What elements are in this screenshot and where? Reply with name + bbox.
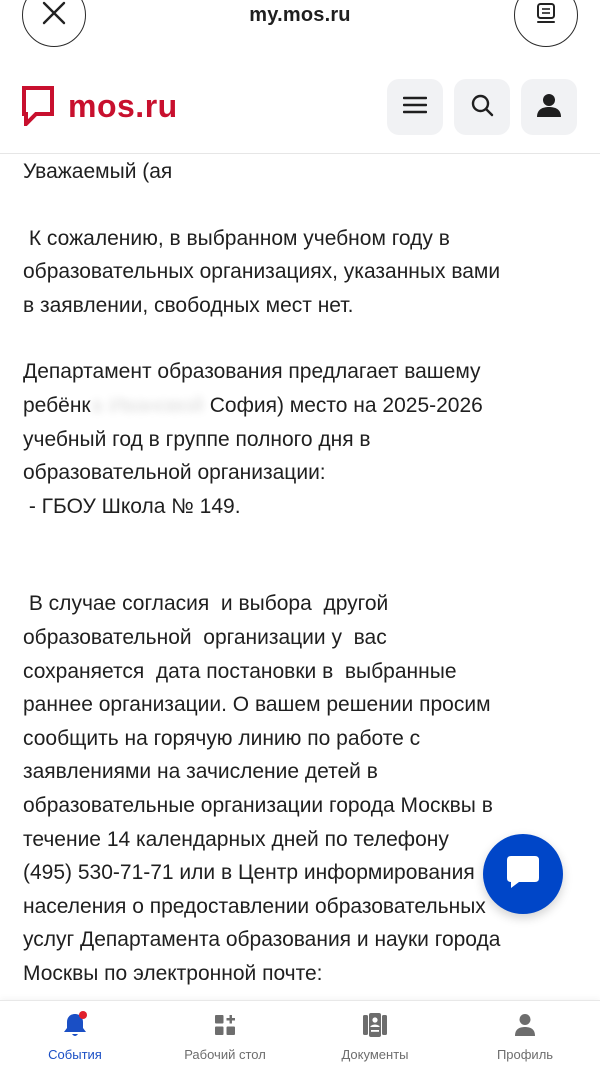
bell-icon [0, 1011, 150, 1039]
menu-icon [403, 95, 427, 120]
nav-documents[interactable] [300, 1011, 450, 1062]
user-icon [536, 92, 562, 123]
nav-profile-label: Профиль [496, 1047, 554, 1062]
tabs-icon [534, 1, 558, 30]
offer-prefix: ребёнк [23, 393, 92, 417]
documents-icon [300, 1011, 450, 1039]
browser-tabs-button[interactable] [514, 0, 578, 47]
nav-desktop-label: Рабочий стол [184, 1047, 266, 1062]
paragraph-no-places: К сожалению, в выбранном учебном году в образовательных организациях, указанных вами в заявлении, свободных мест нет. [23, 226, 501, 317]
profile-button[interactable] [521, 79, 577, 135]
greeting: Уважаемый (ая [23, 160, 173, 183]
browser-bar [0, 0, 600, 62]
paragraph-offer-rest: учебный год в группе полного дня в образовательной организации: - ГБОУ Школа № 149. [23, 427, 371, 518]
nav-events-label: События [48, 1047, 102, 1062]
nav-documents-label: Документы [341, 1047, 409, 1062]
nav-events[interactable] [0, 1011, 150, 1062]
chat-button[interactable] [483, 834, 563, 914]
mos-logo-icon [22, 86, 54, 126]
logo[interactable] [22, 86, 178, 126]
offer-suffix: София) место на 2025-2026 [209, 393, 483, 417]
dashboard-icon [150, 1011, 300, 1039]
search-icon [470, 93, 494, 122]
bottom-nav [0, 1000, 600, 1065]
paragraph-offer-line1: Департамент образования предлагает вашему [23, 360, 481, 384]
search-button[interactable] [454, 79, 510, 135]
paragraph-offer-line2 [23, 389, 583, 423]
chat-icon [505, 854, 541, 895]
user-icon [450, 1011, 600, 1039]
url-text[interactable]: my.mos.ru [249, 4, 351, 26]
logo-text: mos.ru [68, 88, 178, 124]
nav-desktop[interactable] [150, 1011, 300, 1062]
menu-button[interactable] [387, 79, 443, 135]
redacted-name: а Ивановой [91, 393, 210, 417]
site-header [0, 62, 600, 154]
paragraph-consent: В случае согласия и выбора другой образовательной организации у вас сохраняется дата постановки в выбранные раннее организации. О вашем решении просим сообщить на горячую линию по работе с заявлениями на зачисление детей в образовательные организации города Москвы в течение 14 календарных дней по телефону (495) 530-71-71 или в Центр информирования населения о предоставлении образовательных услуг Департамента образования и науки города Москвы по электронной почте: [23, 592, 501, 985]
nav-profile[interactable] [450, 1011, 600, 1062]
